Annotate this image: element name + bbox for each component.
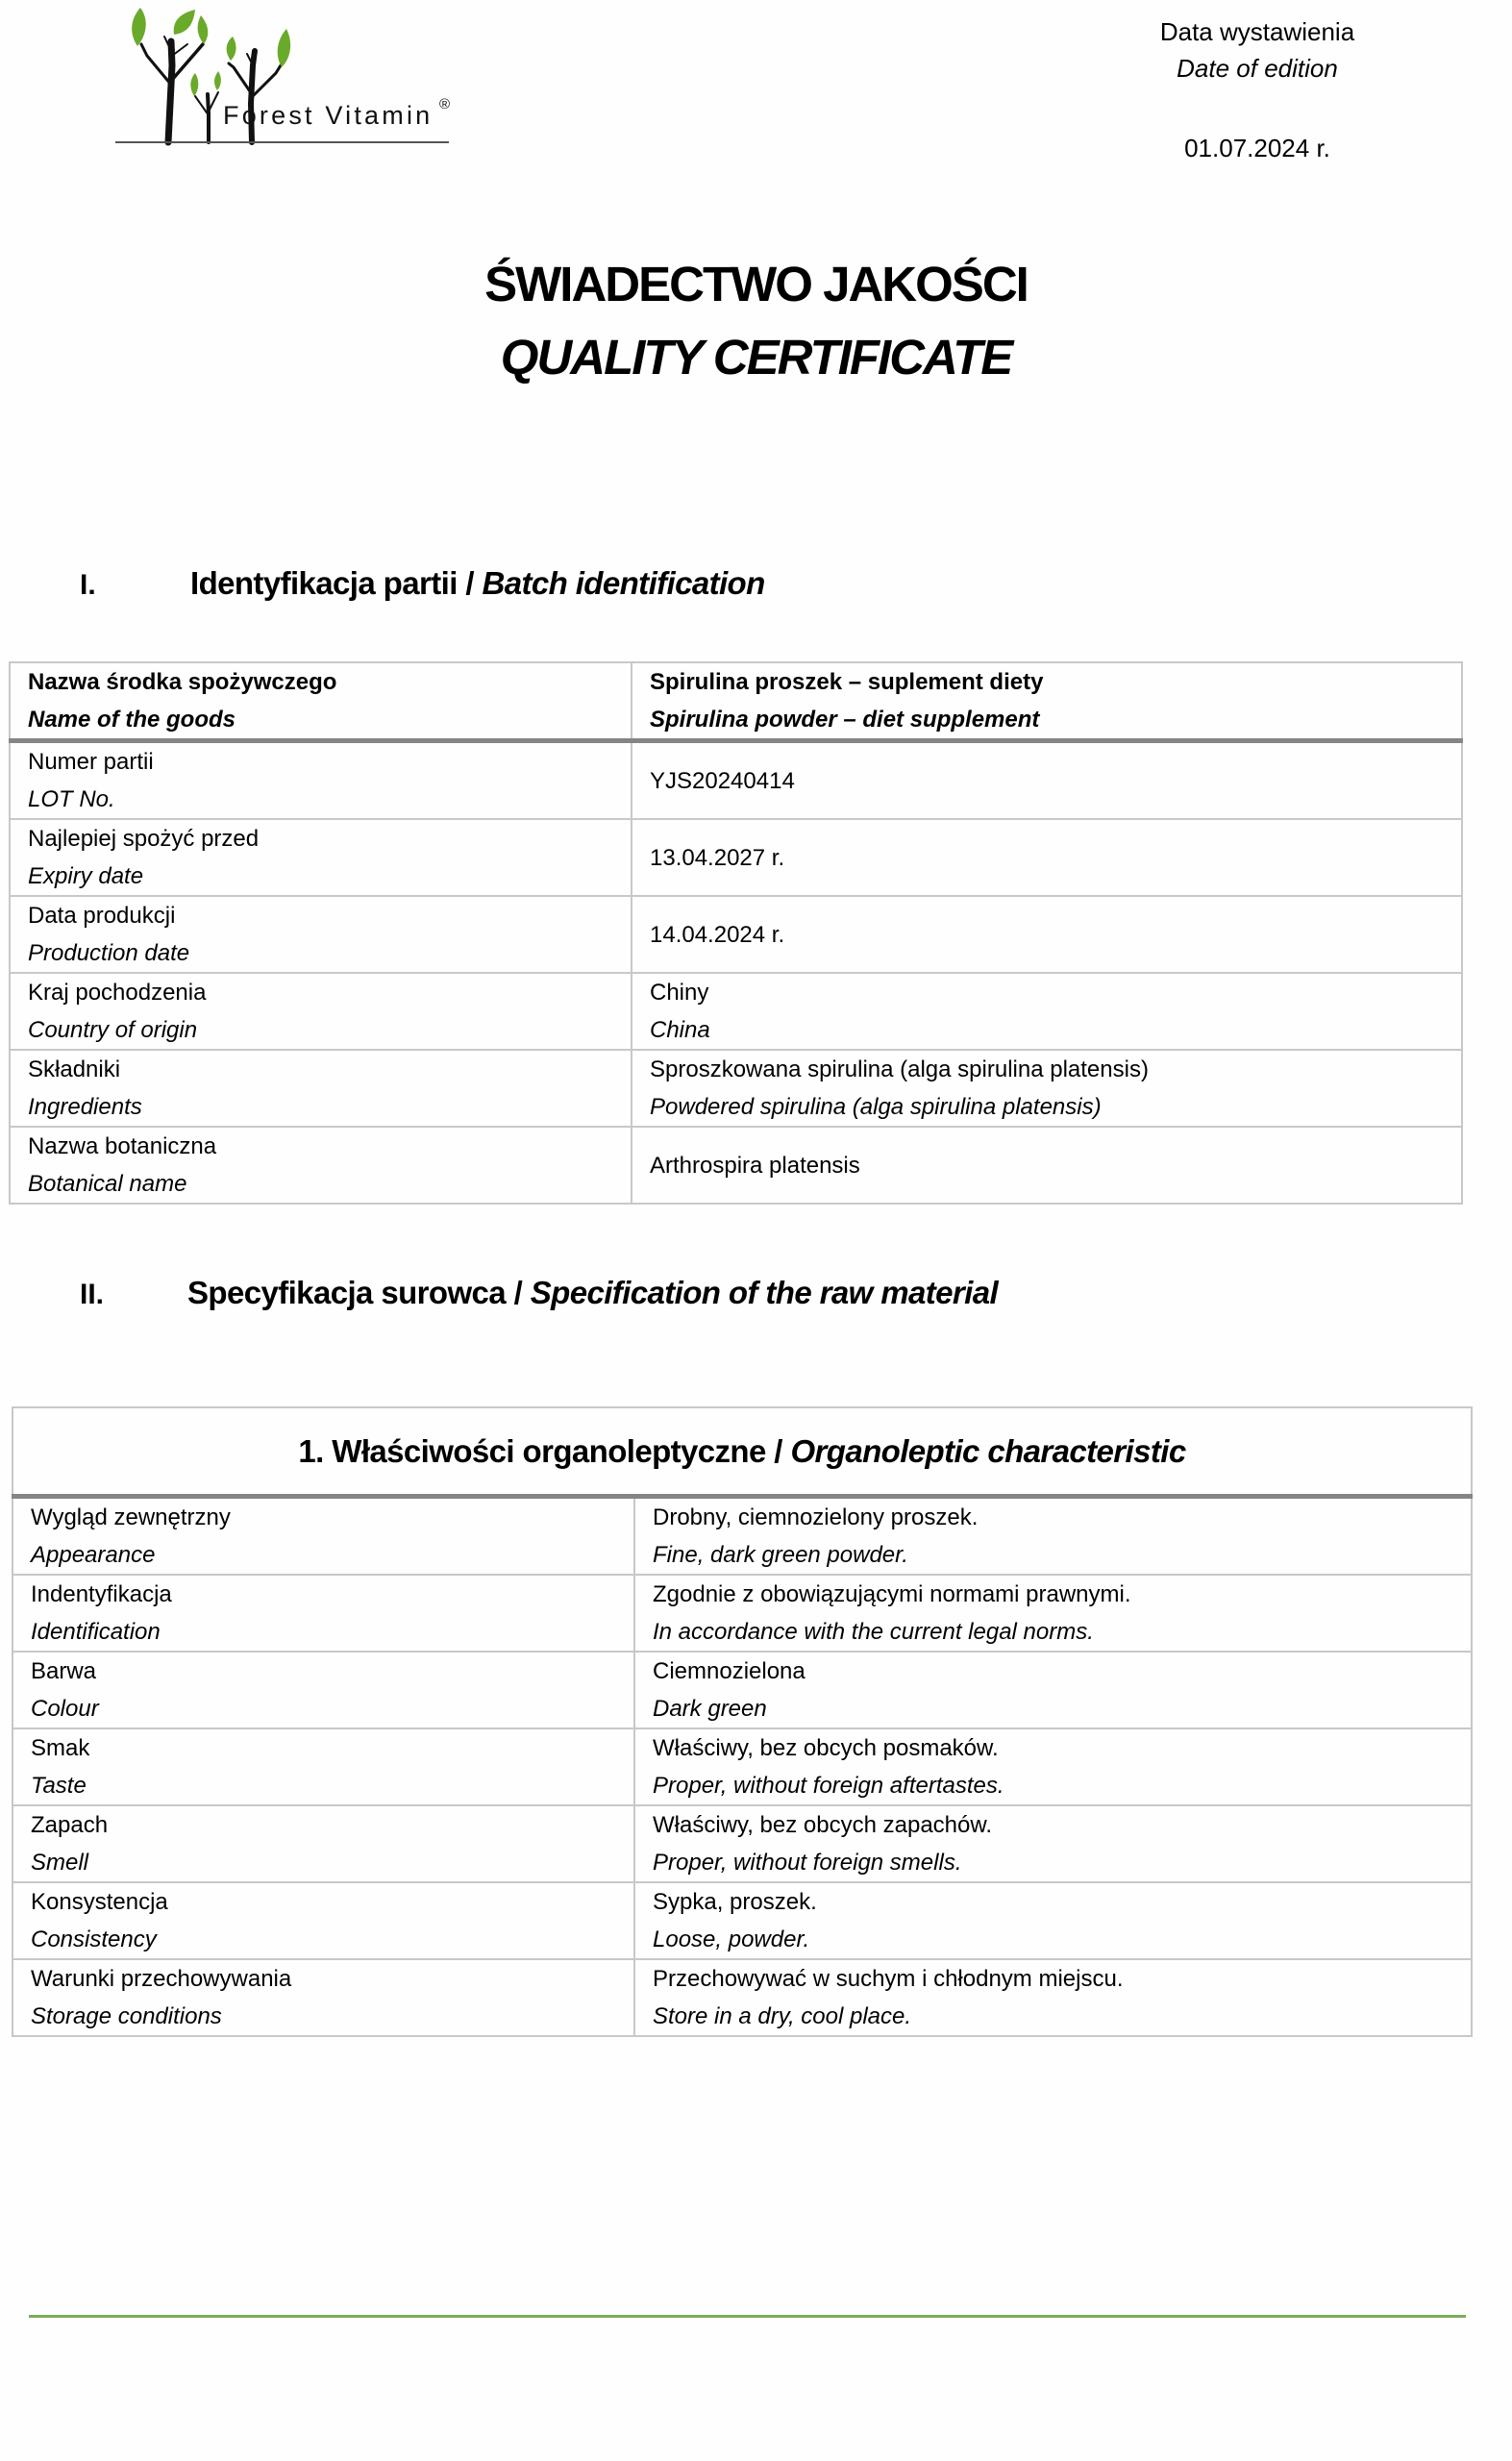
- value-en: Spirulina powder – diet supplement: [650, 707, 1040, 733]
- label-en: Consistency: [31, 1926, 157, 1952]
- table-row: [12, 1805, 1472, 1882]
- value-pl: Właściwy, bez obcych zapachów.: [653, 1811, 993, 1838]
- label-pl: Najlepiej spożyć przed: [28, 826, 260, 852]
- label-en: Appearance: [31, 1541, 156, 1568]
- table-row: [12, 1652, 1472, 1728]
- issue-date-label-en: Date of edition: [1177, 54, 1338, 83]
- issue-date-value: 01.07.2024 r.: [1184, 134, 1330, 162]
- label-en: Colour: [31, 1695, 99, 1722]
- label-en: Country of origin: [28, 1017, 198, 1043]
- section-1-title-pl: Identyfikacja partii /: [190, 565, 483, 601]
- label-cell: [12, 1805, 634, 1882]
- value-cell: [632, 741, 1462, 820]
- value-cell: [634, 1496, 1472, 1575]
- label-en: Identification: [31, 1618, 161, 1645]
- value-en: In accordance with the current legal norms.: [653, 1618, 1094, 1645]
- section-2-title-pl: Specyfikacja surowca /: [187, 1275, 531, 1310]
- table-row: [12, 1882, 1472, 1959]
- value-pl: 14.04.2024 r.: [650, 921, 785, 948]
- table-header-row: [12, 1407, 1472, 1496]
- label-cell: [12, 1652, 634, 1728]
- label-pl: Data produkcji: [28, 903, 176, 929]
- value-pl: Spirulina proszek – suplement diety: [650, 669, 1044, 695]
- value-pl: 13.04.2027 r.: [650, 844, 785, 871]
- value-cell: [634, 1959, 1472, 2036]
- section-2-title-en: Specification of the raw material: [530, 1275, 999, 1310]
- value-en: Powdered spirulina (alga spirulina platensis): [650, 1094, 1102, 1120]
- table-row: [10, 973, 1462, 1050]
- label-cell: [10, 741, 632, 820]
- label-en: Taste: [31, 1772, 87, 1799]
- value-cell: [634, 1575, 1472, 1652]
- forest-vitamin-logo: [91, 8, 476, 152]
- value-cell: [632, 1050, 1462, 1127]
- table-row-goods-name: [10, 662, 1462, 741]
- issue-date-block: [1105, 13, 1409, 166]
- table-row: [10, 741, 1462, 820]
- value-en: Proper, without foreign smells.: [653, 1849, 962, 1876]
- value-pl: Sproszkowana spirulina (alga spirulina platensis): [650, 1056, 1149, 1082]
- value-cell: [632, 662, 1462, 741]
- value-pl: Zgodnie z obowiązującymi normami prawnymi.: [653, 1580, 1131, 1607]
- registered-mark: ®: [439, 96, 451, 112]
- label-cell: [12, 1575, 634, 1652]
- value-pl: Właściwy, bez obcych posmaków.: [653, 1734, 999, 1761]
- label-cell: [12, 1496, 634, 1575]
- label-pl: Barwa: [31, 1657, 97, 1684]
- value-en: China: [650, 1017, 710, 1043]
- label-pl: Składniki: [28, 1056, 121, 1082]
- value-cell: [634, 1728, 1472, 1805]
- value-en: Fine, dark green powder.: [653, 1541, 908, 1568]
- subtable-title: [12, 1407, 1472, 1496]
- label-pl: Kraj pochodzenia: [28, 980, 207, 1006]
- value-en: Proper, without foreign aftertastes.: [653, 1772, 1004, 1799]
- label-en: Storage conditions: [31, 2002, 222, 2029]
- subtable-title-pl: 1. Właściwości organoleptyczne /: [298, 1432, 791, 1469]
- section-1-heading: [190, 565, 765, 602]
- section-2-heading: [187, 1275, 998, 1311]
- value-cell: [634, 1805, 1472, 1882]
- label-pl: Warunki przechowywania: [31, 1965, 292, 1992]
- value-pl: Arthrospira platensis: [650, 1152, 860, 1179]
- label-cell: [12, 1728, 634, 1805]
- value-pl: Sypka, proszek.: [653, 1888, 817, 1915]
- label-pl: Indentyfikacja: [31, 1580, 172, 1607]
- value-cell: [634, 1882, 1472, 1959]
- label-pl: Numer partii: [28, 749, 154, 775]
- label-pl: Nazwa środka spożywczego: [28, 669, 337, 695]
- table-row: [10, 1127, 1462, 1204]
- value-pl: Chiny: [650, 980, 709, 1006]
- footer-divider: [29, 2315, 1466, 2318]
- value-pl: Drobny, ciemnozielony proszek.: [653, 1504, 979, 1530]
- document-title-en: QUALITY CERTIFICATE: [500, 330, 1012, 385]
- value-pl: Ciemnozielona: [653, 1657, 806, 1684]
- table-row: [12, 1575, 1472, 1652]
- subtable-title-en: Organoleptic characteristic: [790, 1432, 1186, 1469]
- value-en: Store in a dry, cool place.: [653, 2002, 912, 2029]
- table-row: [10, 819, 1462, 896]
- value-cell: [632, 973, 1462, 1050]
- value-en: Dark green: [653, 1695, 767, 1722]
- value-cell: [634, 1652, 1472, 1728]
- value-pl: Przechowywać w suchym i chłodnym miejscu.: [653, 1965, 1124, 1992]
- label-pl: Nazwa botaniczna: [28, 1133, 217, 1159]
- label-en: Production date: [28, 940, 190, 966]
- table-row: [10, 896, 1462, 973]
- label-en: Ingredients: [28, 1094, 142, 1120]
- value-cell: [632, 1127, 1462, 1204]
- value-pl: YJS20240414: [650, 767, 795, 794]
- organoleptic-table: [12, 1406, 1473, 2037]
- section-1-number: I.: [80, 569, 96, 601]
- label-en: Expiry date: [28, 863, 144, 889]
- label-pl: Smak: [31, 1734, 90, 1761]
- label-en: LOT No.: [28, 786, 115, 812]
- issue-date-label-pl: Data wystawienia: [1159, 17, 1355, 46]
- table-row: [12, 1959, 1472, 2036]
- value-cell: [632, 819, 1462, 896]
- label-en: Botanical name: [28, 1171, 187, 1197]
- label-cell: [12, 1882, 634, 1959]
- label-cell: [10, 662, 632, 741]
- label-pl: Wygląd zewnętrzny: [31, 1504, 231, 1530]
- value-cell: [632, 896, 1462, 973]
- label-cell: [10, 1050, 632, 1127]
- label-cell: [10, 1127, 632, 1204]
- section-1-title-en: Batch identification: [482, 565, 765, 601]
- label-en: Smell: [31, 1849, 89, 1876]
- table-row: [12, 1496, 1472, 1575]
- label-pl: Zapach: [31, 1811, 109, 1838]
- batch-identification-table: [9, 661, 1463, 1205]
- brand-name: Forest Vitamin: [223, 101, 434, 130]
- label-en: Name of the goods: [28, 707, 236, 733]
- label-cell: [10, 819, 632, 896]
- label-cell: [12, 1959, 634, 2036]
- label-pl: Konsystencja: [31, 1888, 168, 1915]
- label-cell: [10, 896, 632, 973]
- label-cell: [10, 973, 632, 1050]
- table-row: [12, 1728, 1472, 1805]
- section-2-number: II.: [80, 1279, 105, 1310]
- document-title-pl: ŚWIADECTWO JAKOŚCI: [484, 257, 1028, 311]
- table-row: [10, 1050, 1462, 1127]
- value-en: Loose, powder.: [653, 1926, 810, 1952]
